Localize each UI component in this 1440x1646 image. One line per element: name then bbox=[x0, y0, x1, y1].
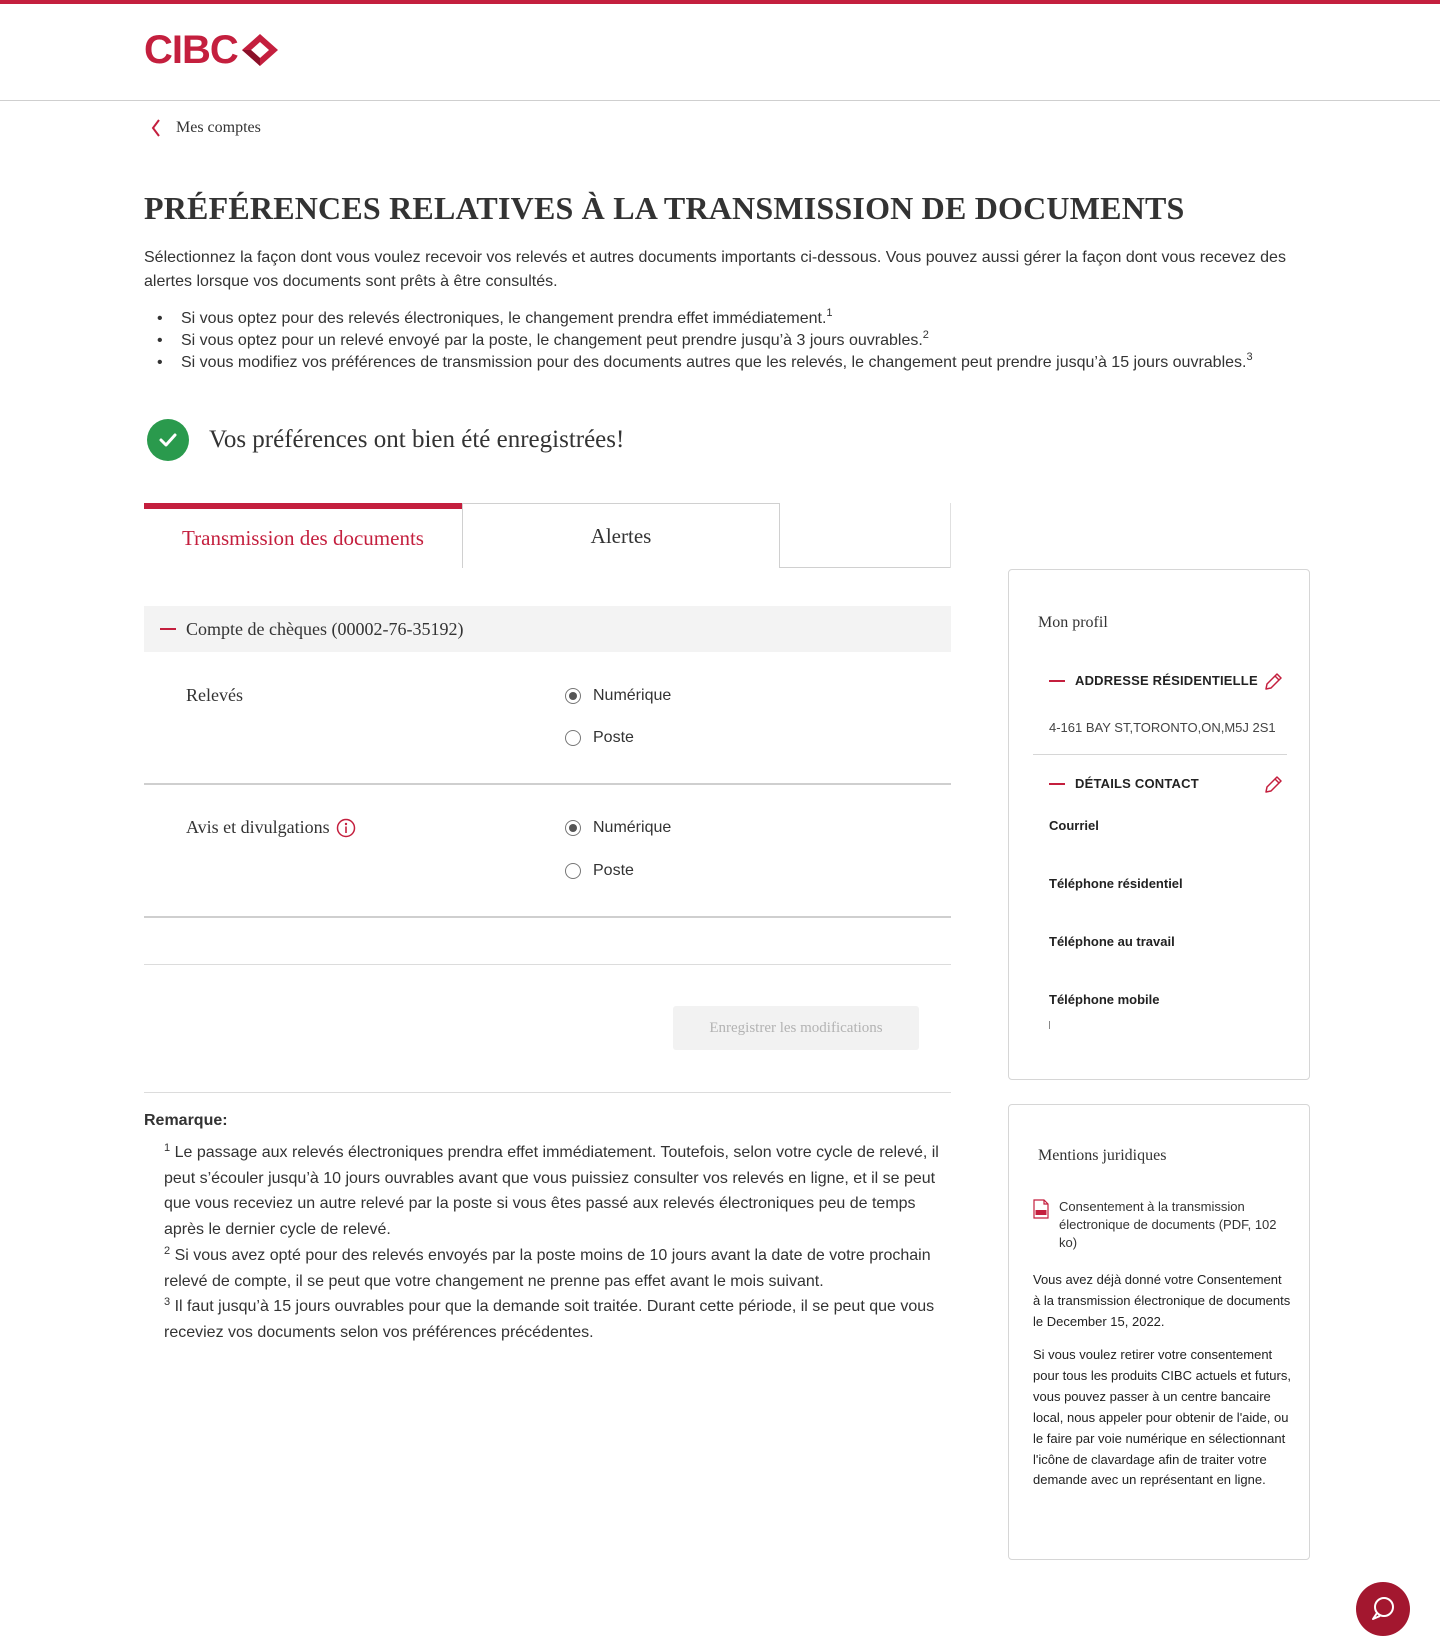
remark-item bbox=[164, 1140, 944, 1243]
radio-label: Poste bbox=[593, 862, 634, 879]
tab-alerts[interactable]: Alertes bbox=[462, 503, 780, 568]
profile-card bbox=[1008, 569, 1310, 1080]
pdf-link-row[interactable] bbox=[1033, 1198, 1289, 1252]
remark-item bbox=[164, 1294, 944, 1345]
email-label: Courriel bbox=[1049, 818, 1099, 833]
cibc-logo[interactable] bbox=[144, 27, 280, 72]
check-circle-icon bbox=[147, 419, 189, 461]
pdf-file-icon bbox=[1033, 1199, 1049, 1219]
info-bullets bbox=[181, 308, 1331, 374]
notices-label bbox=[186, 817, 356, 838]
pdf-consent-link[interactable]: Consentement à la transmission électronique de documents (PDF, 102 ko) bbox=[1059, 1199, 1277, 1250]
section-divider bbox=[144, 1092, 951, 1093]
radio-label: Numérique bbox=[593, 819, 672, 836]
edit-pencil-icon[interactable] bbox=[1263, 672, 1283, 692]
tab-bar-filler bbox=[780, 503, 951, 568]
radio-selected[interactable] bbox=[565, 820, 581, 836]
collapse-icon bbox=[1049, 783, 1065, 785]
preference-label: Relevés bbox=[186, 685, 243, 705]
account-accordion-header[interactable] bbox=[144, 606, 951, 652]
collapse-icon bbox=[1049, 680, 1065, 682]
contact-section-header bbox=[1049, 776, 1199, 791]
remarks-title: Remarque: bbox=[144, 1112, 228, 1129]
home-phone-label: Téléphone résidentiel bbox=[1049, 876, 1183, 891]
chevron-left-icon bbox=[150, 118, 162, 138]
withdraw-consent-text: Si vous voulez retirer votre consentement pour tous les produits CIBC actuels et futurs, vous pouvez passer à un centre bancaire local, nous appeler pour obtenir de l'aide, ou le faire par voie numérique en sélectionnant l'icône de clavardage afin de traiter votre demande avec un représentant en ligne. bbox=[1033, 1347, 1291, 1488]
account-label: Compte de chèques (00002-76-35192) bbox=[186, 618, 464, 639]
profile-card-title: Mon profil bbox=[1038, 614, 1108, 631]
statements-label bbox=[186, 685, 243, 706]
footnote-number: 3 bbox=[164, 1296, 171, 1309]
remark-text: Il faut jusqu’à 15 jours ouvrables pour que la demande soit traitée. Durant cette période, il se peut que vous receviez vos documents selon vos préférences précédentes. bbox=[164, 1298, 935, 1341]
radio-label: Poste bbox=[593, 729, 634, 746]
footnote-ref: 2 bbox=[922, 329, 929, 341]
radio-label: Numérique bbox=[593, 687, 672, 704]
address-value: 4-161 BAY ST,TORONTO,ON,M5J 2S1 bbox=[1049, 720, 1276, 735]
consent-date-text: Vous avez déjà donné votre Consentement à la transmission électronique de documents le December 15, 2022. bbox=[1033, 1272, 1291, 1329]
back-link[interactable] bbox=[150, 118, 261, 138]
remarks-list bbox=[164, 1140, 944, 1346]
bullet-text: Si vous optez pour des relevés électroniques, le changement prendra effet immédiatement. bbox=[181, 310, 827, 327]
radio-unselected[interactable] bbox=[565, 863, 581, 879]
footnote-ref: 1 bbox=[826, 307, 833, 319]
logo-text: CIBC bbox=[144, 27, 238, 72]
list-item bbox=[181, 352, 1331, 374]
success-banner bbox=[147, 419, 624, 461]
radio-selected[interactable] bbox=[565, 688, 581, 704]
footnote-number: 2 bbox=[164, 1244, 171, 1257]
page-title: PRÉFÉRENCES RELATIVES À LA TRANSMISSION DE DOCUMENTS bbox=[144, 190, 1185, 226]
contact-heading: DÉTAILS CONTACT bbox=[1075, 776, 1199, 791]
list-item bbox=[181, 308, 1331, 330]
section-divider bbox=[144, 783, 951, 785]
collapse-icon bbox=[160, 628, 176, 630]
back-link-label: Mes comptes bbox=[176, 119, 261, 136]
success-message: Vos préférences ont bien été enregistrées! bbox=[209, 426, 625, 453]
info-icon[interactable] bbox=[336, 818, 356, 838]
remark-text: Le passage aux relevés électroniques prendra effet immédiatement. Toutefois, selon votre cycle de relevé, il peut s’écouler jusqu’à 10 jours ouvrables avant que vous puissiez consulter vos relevés en ligne, et il se peut que vous receviez un autre relevé par la poste si vous êtes passé aux relevés électroniques peu de temps après le dernier cycle de relevé. bbox=[164, 1144, 939, 1239]
section-divider bbox=[144, 916, 951, 918]
work-phone-label: Téléphone au travail bbox=[1049, 934, 1175, 949]
remark-item bbox=[164, 1243, 944, 1294]
preference-label: Avis et divulgations bbox=[186, 817, 330, 837]
bullet-text: Si vous optez pour un relevé envoyé par la poste, le changement peut prendre jusqu’à 3 jours ouvrables. bbox=[181, 332, 923, 349]
chat-button[interactable] bbox=[1356, 1582, 1410, 1636]
footnote-ref: 3 bbox=[1246, 351, 1253, 363]
radio-unselected[interactable] bbox=[565, 730, 581, 746]
notices-digital-radio[interactable] bbox=[565, 819, 671, 837]
bullet-text: Si vous modifiez vos préférences de transmission pour des documents autres que les relevés, le changement peut prendre jusqu’à 15 jours ouvrables. bbox=[181, 354, 1247, 371]
address-section-header bbox=[1049, 673, 1258, 688]
logo-diamond-icon bbox=[240, 32, 280, 68]
footnote-number: 1 bbox=[164, 1142, 171, 1154]
save-changes-button[interactable]: Enregistrer les modifications bbox=[673, 1006, 919, 1050]
tab-document-delivery[interactable]: Transmission des documents bbox=[144, 503, 462, 568]
section-divider bbox=[144, 964, 951, 965]
cursor-mark bbox=[1049, 1021, 1050, 1029]
address-heading: ADDRESSE RÉSIDENTIELLE bbox=[1075, 673, 1258, 688]
chat-icon bbox=[1368, 1594, 1398, 1624]
tab-bar bbox=[144, 503, 951, 568]
mobile-phone-label: Téléphone mobile bbox=[1049, 992, 1160, 1007]
list-item bbox=[181, 330, 1331, 352]
remark-text: Si vous avez opté pour des relevés envoyés par la poste moins de 10 jours avant la date de votre prochain relevé de compte, il se peut que votre changement ne prenne pas effet avant le mois suivant. bbox=[164, 1246, 931, 1290]
notices-mail-radio[interactable] bbox=[565, 862, 634, 880]
legal-card bbox=[1008, 1104, 1310, 1560]
card-divider bbox=[1033, 754, 1287, 755]
edit-pencil-icon[interactable] bbox=[1263, 775, 1283, 795]
intro-text: Sélectionnez la façon dont vous voulez recevoir vos relevés et autres documents importants ci-dessous. Vous pouvez aussi gérer la façon dont vous recevez des alertes lorsque vos documents sont prêts à être consultés. bbox=[144, 249, 1286, 290]
legal-card-title: Mentions juridiques bbox=[1038, 1147, 1167, 1164]
site-header bbox=[0, 4, 1440, 101]
statements-digital-radio[interactable] bbox=[565, 687, 671, 705]
statements-mail-radio[interactable] bbox=[565, 729, 634, 747]
